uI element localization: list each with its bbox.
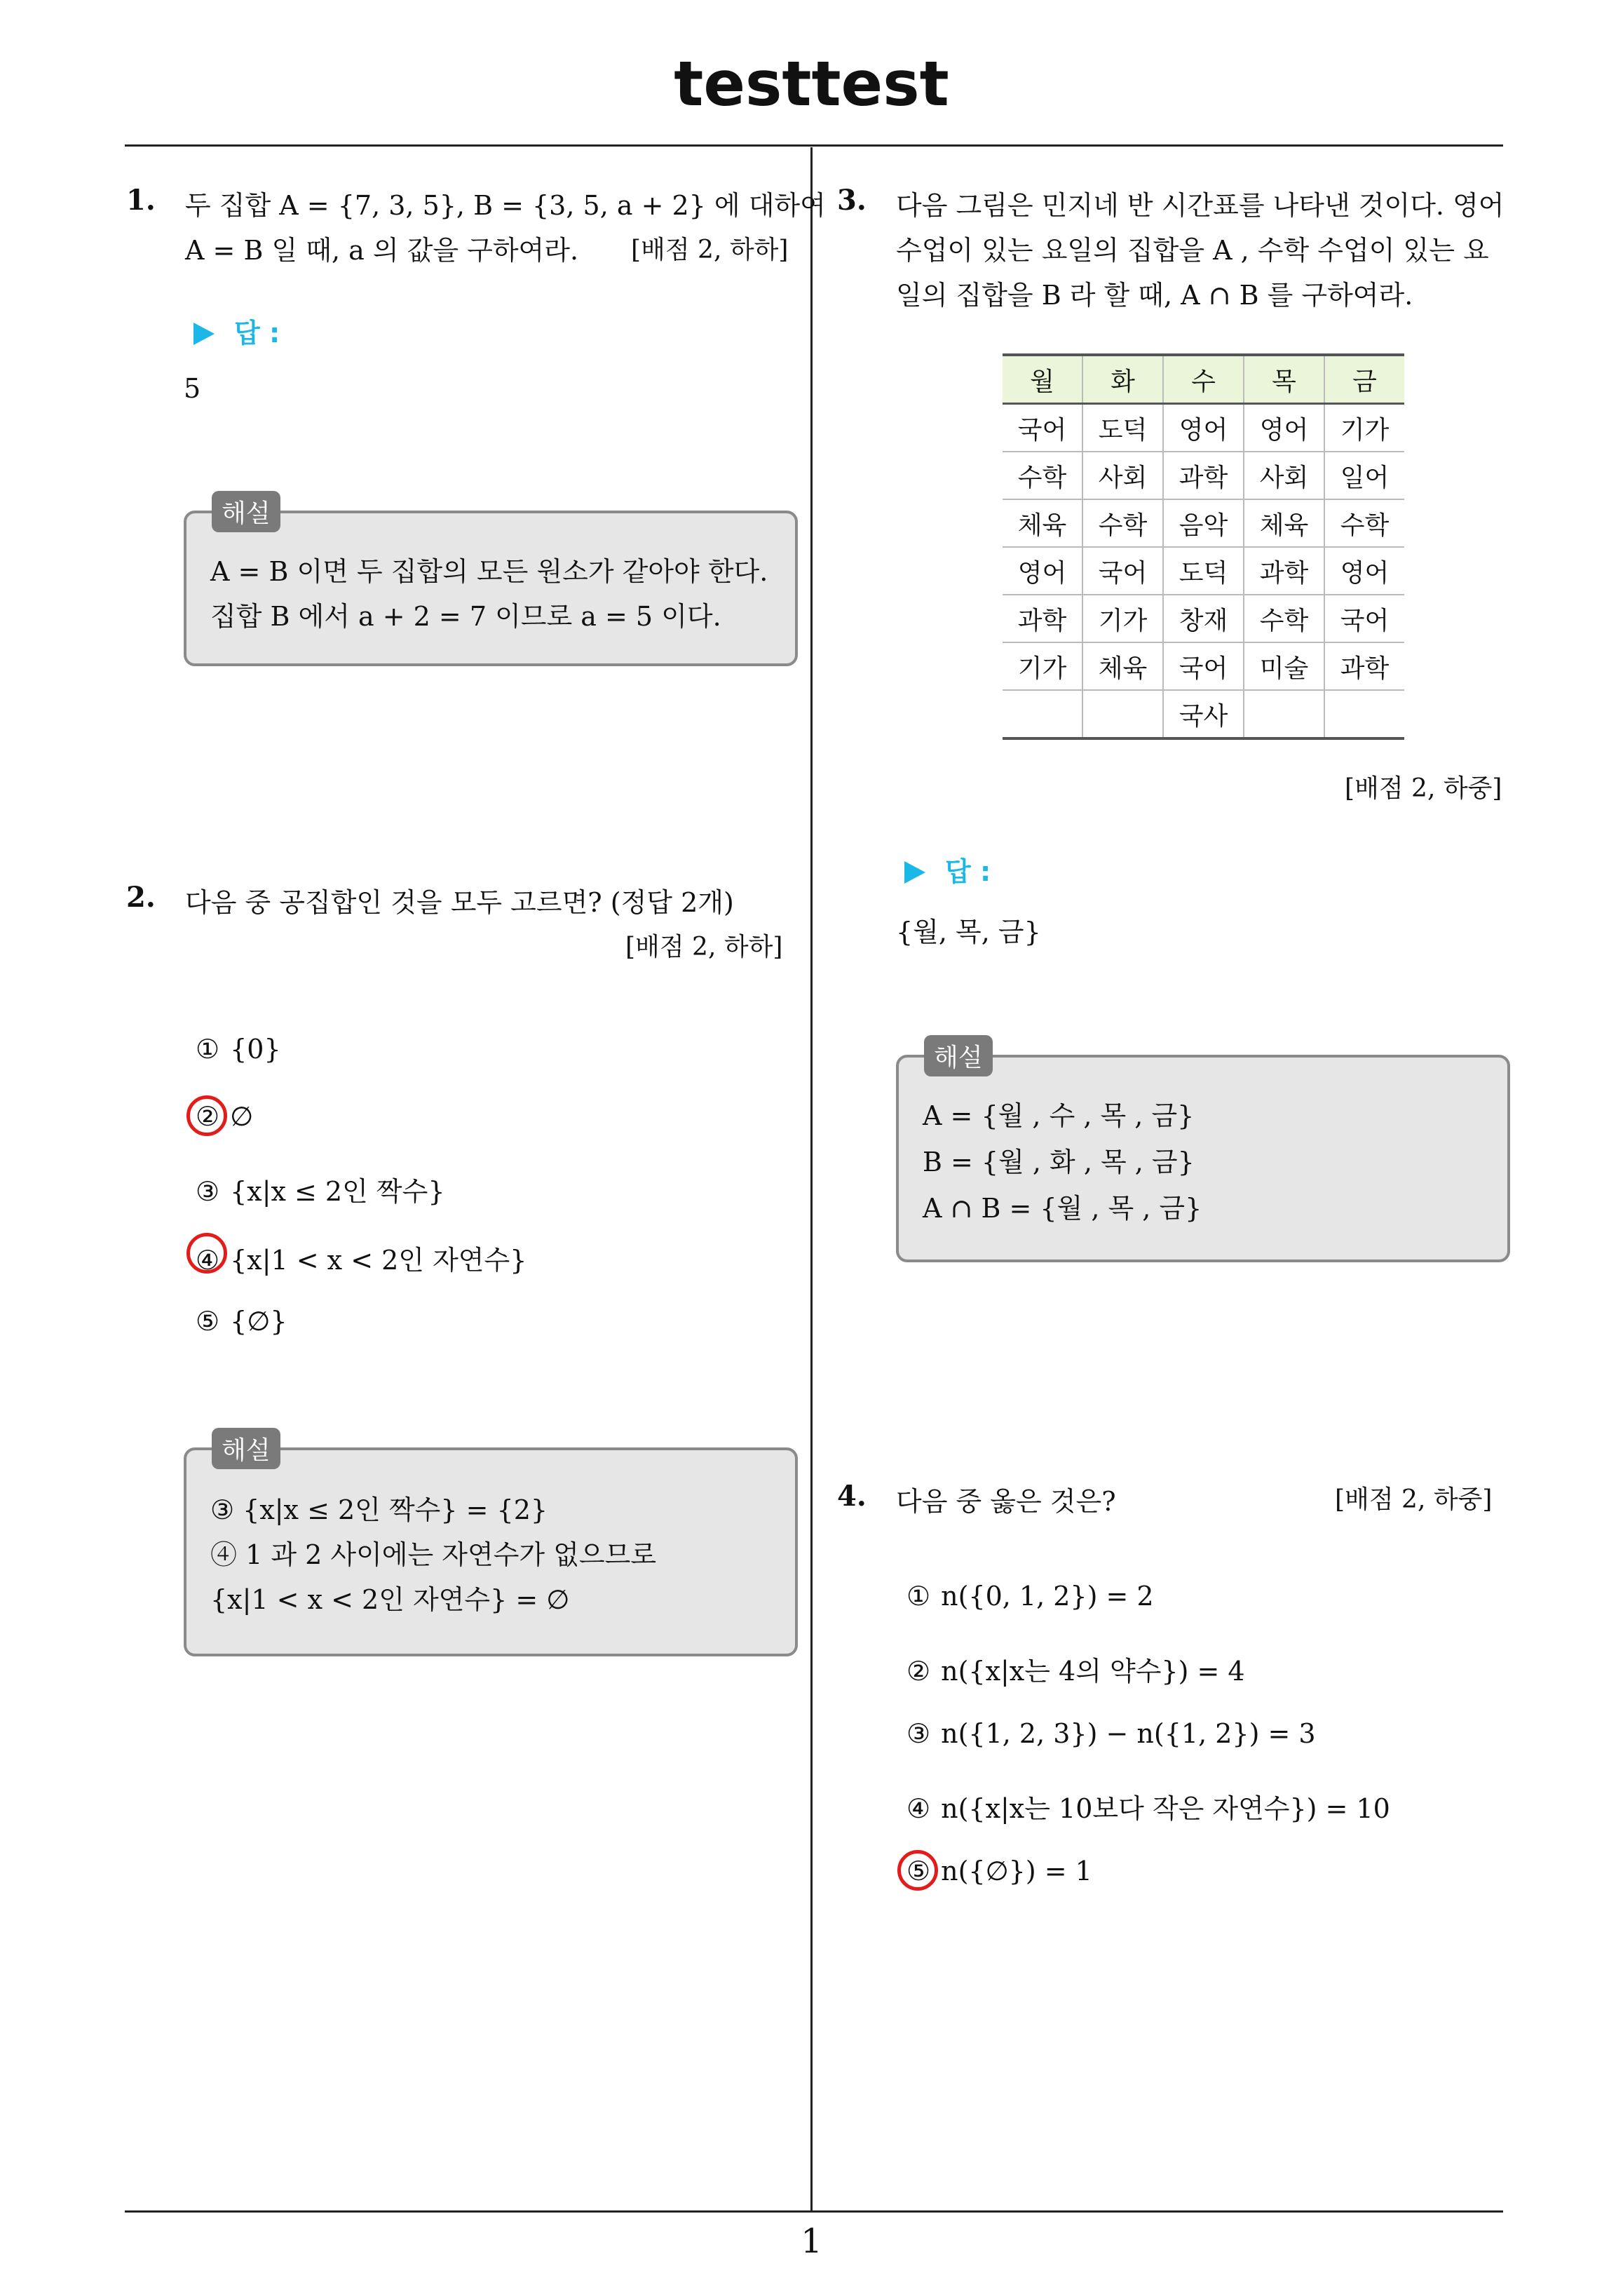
explanation-line: A = {월 , 수 , 목 , 금} (923, 1100, 1195, 1131)
timetable-row (1003, 690, 1404, 738)
question-text-line: 수업이 있는 요일의 집합을 A , 수학 수업이 있는 요 (896, 235, 1489, 266)
question-text-line: 일의 집합을 B 라 할 때, A ∩ B 를 구하여라. (896, 280, 1413, 311)
question-text-line: A = B 일 때, a 의 값을 구하여라. (185, 235, 579, 266)
answer-label: 답 : (193, 311, 280, 350)
score-label: [배점 2, 하중] (1345, 774, 1502, 803)
timetable-cell: 과학 (1003, 595, 1082, 642)
question-number: 2. (126, 881, 156, 914)
timetable-cell: 체육 (1003, 499, 1082, 547)
option-4[interactable]: ④ {x|1 < x < 2인 자연수} (195, 1245, 527, 1276)
selected-answer-circle (186, 1095, 227, 1136)
question-number: 4. (837, 1480, 867, 1513)
timetable-header-cell: 목 (1244, 355, 1324, 404)
question-number: 3. (837, 184, 867, 217)
column-divider (810, 147, 813, 2212)
timetable-cell: 과학 (1324, 642, 1404, 690)
score-label: [배점 2, 하하] (631, 236, 789, 264)
timetable-row (1003, 499, 1404, 547)
timetable-cell (1003, 690, 1082, 738)
footer-divider (125, 2210, 1503, 2213)
timetable-cell: 영어 (1003, 547, 1082, 595)
timetable-cell: 기가 (1324, 404, 1404, 452)
timetable-cell: 수학 (1324, 499, 1404, 547)
question-text-line: 두 집합 A = {7, 3, 5}, B = {3, 5, a + 2} 에 대하여 (185, 190, 826, 221)
explanation-line: ③ {x|x ≤ 2인 짝수} = {2} (210, 1494, 548, 1525)
timetable-cell: 기가 (1003, 642, 1082, 690)
question-text-line: 다음 중 공집합인 것을 모두 고르면? (정답 2개) (185, 887, 734, 918)
timetable-cell: 음악 (1163, 499, 1244, 547)
header-divider (125, 144, 1503, 147)
timetable-cell: 체육 (1244, 499, 1324, 547)
timetable-cell (1244, 690, 1324, 738)
timetable-cell: 체육 (1082, 642, 1163, 690)
timetable-cell: 영어 (1244, 404, 1324, 452)
timetable-header-cell: 화 (1082, 355, 1163, 404)
question-text-line: 다음 그림은 민지네 반 시간표를 나타낸 것이다. 영어 (896, 190, 1505, 221)
score-label: [배점 2, 하중] (1335, 1485, 1493, 1514)
answer-label: 답 : (904, 850, 991, 889)
explanation-box (184, 499, 798, 666)
explanation-tag: 해설 (212, 1428, 280, 1469)
timetable-cell: 국어 (1163, 642, 1244, 690)
timetable-cell: 국사 (1163, 690, 1244, 738)
explanation-tag: 해설 (924, 1035, 993, 1076)
page-number: 1 (801, 2222, 822, 2261)
timetable-row (1003, 595, 1404, 642)
timetable (1003, 353, 1404, 740)
option-2[interactable]: ② ∅ (195, 1101, 254, 1132)
explanation-box (896, 1044, 1510, 1262)
timetable-cell: 기가 (1082, 595, 1163, 642)
question-number: 1. (126, 184, 156, 217)
timetable-cell: 창재 (1163, 595, 1244, 642)
timetable-header-cell: 금 (1324, 355, 1404, 404)
timetable-cell: 국어 (1003, 404, 1082, 452)
timetable-cell: 일어 (1324, 452, 1404, 499)
option-1[interactable]: ① n({0, 1, 2}) = 2 (906, 1581, 1154, 1612)
timetable-header-row (1003, 355, 1404, 404)
timetable-cell (1324, 690, 1404, 738)
timetable-cell (1082, 690, 1163, 738)
question-text-line: 다음 중 옳은 것은? (896, 1486, 1116, 1517)
explanation-line: B = {월 , 화 , 목 , 금} (923, 1147, 1195, 1177)
timetable-row (1003, 404, 1404, 452)
score-label: [배점 2, 하하] (625, 933, 783, 961)
explanation-line: A ∩ B = {월 , 목 , 금} (923, 1193, 1202, 1224)
answer-value: {월, 목, 금} (896, 917, 1041, 947)
selected-answer-circle (897, 1850, 938, 1891)
explanation-line: A = B 이면 두 집합의 모든 원소가 같아야 한다. (210, 556, 768, 587)
option-5[interactable]: ⑤ n({∅}) = 1 (906, 1856, 1092, 1886)
timetable-cell: 사회 (1082, 452, 1163, 499)
explanation-box (184, 1436, 798, 1656)
timetable-cell: 수학 (1082, 499, 1163, 547)
triangle-marker-icon (193, 323, 215, 345)
triangle-marker-icon (904, 861, 925, 884)
timetable-cell: 과학 (1244, 547, 1324, 595)
timetable-cell: 도덕 (1082, 404, 1163, 452)
explanation-line: {x|1 < x < 2인 자연수} = ∅ (210, 1584, 570, 1615)
timetable-header-cell: 수 (1163, 355, 1244, 404)
explanation-line: ④ 1 과 2 사이에는 자연수가 없으므로 (210, 1539, 657, 1570)
timetable-row (1003, 642, 1404, 690)
option-5[interactable]: ⑤ {∅} (195, 1306, 287, 1337)
page-title: testtest (674, 48, 949, 120)
option-3[interactable]: ③ {x|x ≤ 2인 짝수} (195, 1176, 445, 1207)
timetable-cell: 영어 (1324, 547, 1404, 595)
timetable-cell: 과학 (1163, 452, 1244, 499)
option-1[interactable]: ① {0} (195, 1034, 281, 1065)
timetable-cell: 영어 (1163, 404, 1244, 452)
timetable-cell: 수학 (1244, 595, 1324, 642)
timetable-row (1003, 452, 1404, 499)
timetable-cell: 국어 (1324, 595, 1404, 642)
timetable-cell: 수학 (1003, 452, 1082, 499)
timetable-header-cell: 월 (1003, 355, 1082, 404)
explanation-line: 집합 B 에서 a + 2 = 7 이므로 a = 5 이다. (210, 601, 721, 632)
explanation-tag: 해설 (212, 491, 280, 532)
timetable-cell: 도덕 (1163, 547, 1244, 595)
timetable-cell: 국어 (1082, 547, 1163, 595)
option-3[interactable]: ③ n({1, 2, 3}) − n({1, 2}) = 3 (906, 1718, 1316, 1749)
option-4[interactable]: ④ n({x|x는 10보다 작은 자연수}) = 10 (906, 1793, 1390, 1824)
option-2[interactable]: ② n({x|x는 4의 약수}) = 4 (906, 1656, 1245, 1687)
timetable-cell: 미술 (1244, 642, 1324, 690)
selected-answer-circle (186, 1233, 227, 1274)
answer-value: 5 (184, 373, 201, 404)
timetable-cell: 사회 (1244, 452, 1324, 499)
timetable-row (1003, 547, 1404, 595)
